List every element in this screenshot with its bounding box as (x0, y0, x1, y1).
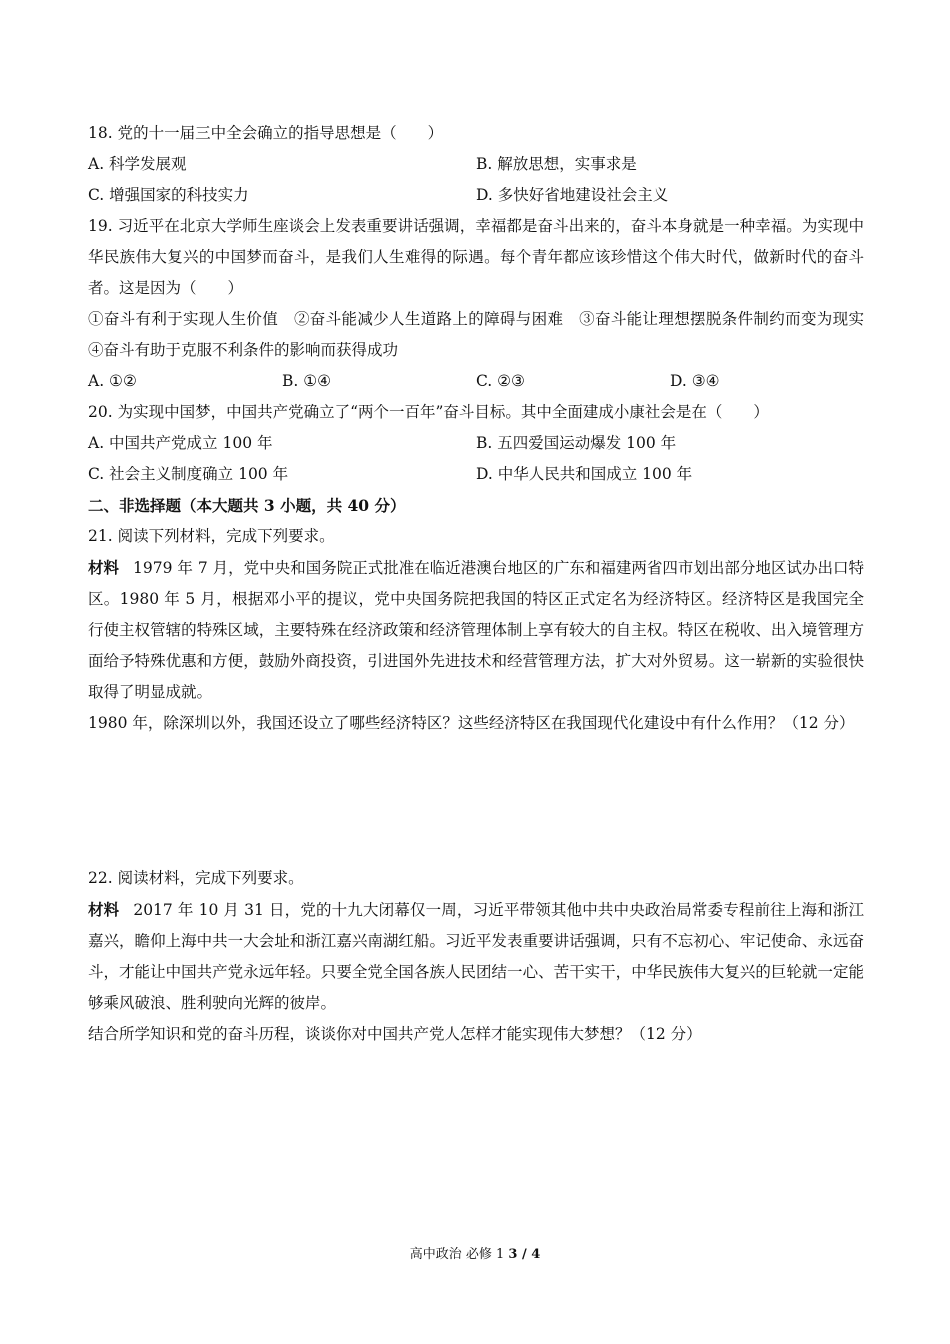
footer-page-number: 3 / 4 (508, 1247, 541, 1262)
q19-option-c: C. ②③ (476, 372, 525, 390)
q20-stem: 20. 为实现中国梦，中国共产党确立了“两个一百年”奋斗目标。其中全面建成小康社会是在（ ） (88, 403, 769, 421)
q18-stem: 18. 党的十一届三中全会确立的指导思想是（ ） (88, 124, 444, 142)
q21-stem: 21. 阅读下列材料，完成下列要求。 (88, 527, 335, 545)
q20-option-d: D. 中华人民共和国成立 100 年 (476, 465, 693, 483)
q21-question: 1980 年，除深圳以外，我国还设立了哪些经济特区？这些经济特区在我国现代化建设中有什么作用？（12 分） (88, 714, 855, 732)
q19-option-d: D. ③④ (670, 372, 720, 390)
q18-options-row-1 (88, 149, 864, 180)
q21-material-label: 材料 (88, 558, 120, 577)
q18-option-d: D. 多快好省地建设社会主义 (476, 186, 669, 204)
footer-subject: 高中政治 必修 1 (409, 1247, 505, 1262)
q22-material-text: 2017 年 10 月 31 日，党的十九大闭幕仅一周，习近平带领其他中共中央政治局常委专程前往上海和浙江嘉兴，瞻仰上海中共一大会址和浙江嘉兴南湖红船。习近平发表重要讲话强调，只有不忘初心、牢记使命、永远奋斗，才能让中国共产党永远年轻。只要全党全国各族人民团结一心、苦干实干，中华民族伟大复兴的巨轮就一定能够乘风破浪、胜利驶向光辉的彼岸。 (88, 901, 864, 1012)
q19-options-row (88, 366, 864, 397)
answer-space-q21 (88, 739, 864, 863)
q18-option-c: C. 增强国家的科技实力 (88, 186, 249, 204)
q19-option-b: B. ①④ (282, 372, 332, 390)
exam-page (88, 118, 880, 1050)
q18-options-row-2 (88, 180, 864, 211)
page-footer (0, 1243, 950, 1262)
q19-stem: 19. 习近平在北京大学师生座谈会上发表重要讲话强调，幸福都是奋斗出来的，奋斗本身就是一种幸福。为实现中华民族伟大复兴的中国梦而奋斗，是我们人生难得的际遇。每个青年都应该珍惜这个伟大时代，做新时代的奋斗者。这是因为（ ） (88, 217, 864, 297)
q18-option-b: B. 解放思想，实事求是 (476, 155, 637, 173)
q20-option-b: B. 五四爱国运动爆发 100 年 (476, 434, 677, 452)
q22-material-label: 材料 (88, 900, 120, 919)
q20-option-c: C. 社会主义制度确立 100 年 (88, 465, 289, 483)
q21-material (88, 552, 864, 708)
q22-stem: 22. 阅读材料，完成下列要求。 (88, 869, 304, 887)
q20-option-a: A. 中国共产党成立 100 年 (88, 434, 273, 452)
q22-material (88, 894, 864, 1019)
q21-material-text: 1979 年 7 月，党中央和国务院正式批准在临近港澳台地区的广东和福建两省四市划出部分地区试办出口特区。1980 年 5 月，根据邓小平的提议，党中央国务院把我国的特区正式定名为经济特区。经济特区是我国完全行使主权管辖的特殊区域，主要特殊在经济政策和经济管理体制上享有较大的自主权。特区在税收、出入境管理方面给予特殊优惠和方便，鼓励外商投资，引进国外先进技术和经营管理方法，扩大对外贸易。这一崭新的实验很快取得了明显成就。 (88, 559, 864, 701)
q19-option-a: A. ①② (88, 372, 137, 390)
q20-options-row-2 (88, 459, 864, 490)
q19-statements: ①奋斗有利于实现人生价值 ②奋斗能减少人生道路上的障碍与困难 ③奋斗能让理想摆脱条件制约而变为现实 ④奋斗有助于克服不利条件的影响而获得成功 (88, 310, 880, 359)
q22-question: 结合所学知识和党的奋斗历程，谈谈你对中国共产党人怎样才能实现伟大梦想？（12 分） (88, 1025, 702, 1043)
section2-heading: 二、非选择题（本大题共 3 小题，共 40 分） (88, 496, 406, 515)
q20-options-row-1 (88, 428, 864, 459)
q18-option-a: A. 科学发展观 (88, 155, 187, 173)
